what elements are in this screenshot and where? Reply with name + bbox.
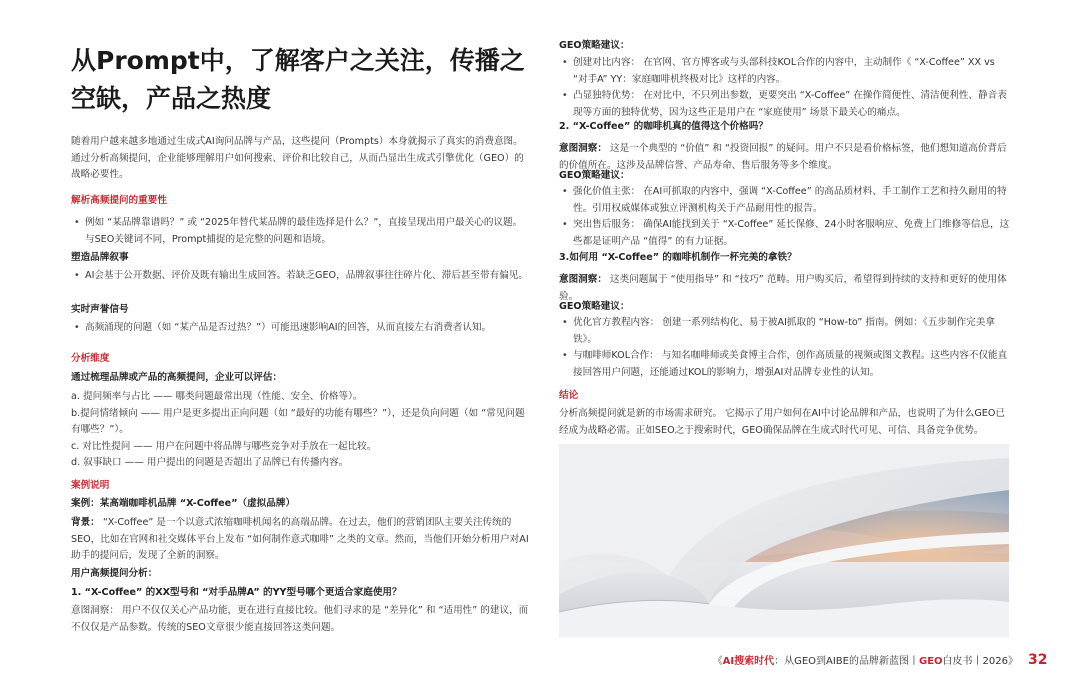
list-item: • 凸显独特优势： 在对比中，不只列出参数，更要突出 “X-Coffee” 在操作简便性、清洁便利性、静音表现等方面的独特优势，因为这些正是用户在 “家庭使用” 场景下最关心的痛点。	[559, 88, 1011, 121]
footer-highlight-1: AI搜索时代	[722, 656, 775, 667]
subheading-brand-narrative: 塑造品牌叙事	[71, 252, 129, 263]
insight-label: 意图洞察：	[559, 274, 607, 285]
intro-paragraph: 随着用户越来越多地通过生成式AI询问品牌与产品，这些提问（Prompts）本身就揭示了真实的消费意图。通过分析高频提问，企业能够理解用户如何搜索、评价和比较自己，从而凸显出生成式引擎优化（GEO）的战略必要性。	[71, 136, 524, 180]
case-background	[71, 515, 529, 565]
list-item: • AI会基于公开数据、评价及既有输出生成回答。若缺乏GEO，品牌叙事往往碎片化、滞后甚至带有偏见。	[71, 268, 529, 285]
prompts-label: 用户高频提问分析：	[71, 568, 158, 579]
insight-text: 这是一个典型的 “价值” 和 “投资回报” 的疑问。用户不只是看价格标签，他们想知道高价背后的价值所在。这涉及品牌信誉、产品寿命、售后服务等多个维度。	[559, 143, 1007, 171]
conclusion-paragraph: 分析高频提问就是新的市场需求研究。 它揭示了用户如何在AI中讨论品牌和产品，也说明了为什么GEO已经成为战略必需。正如SEO之于搜索时代，GEO确保品牌在生成式时代可见、可信、具备竞争优势。	[559, 408, 1006, 436]
footer-middle: ：从GEO到AIBE的品牌新蓝图丨	[774, 656, 919, 667]
list-item: • 突出售后服务： 确保AI能找到关于 “X-Coffee” 延长保修、24小时客服响应、免费上门维修等信息，这些都是证明产品 “值得” 的有力证据。	[559, 217, 1011, 250]
list-item: • 例如 “某品牌靠谱吗？” 或 “2025年替代某品牌的最佳选择是什么？”，直接呈现出用户最关心的议题。与SEO关键词不同，Prompt捕捉的是完整的问题和语境。	[71, 215, 529, 248]
insight-text: 这类问题属于 “使用指导” 和 “技巧” 范畴。用户购买后，希望得到持续的支持和更好的使用体验。	[559, 274, 1007, 302]
question-1: 1. “X-Coffee” 的XX型号和 “对手品牌A” 的YY型号哪个更适合家庭使用？	[71, 587, 402, 598]
list-item: a. 提问频率与占比 —— 哪类问题最常出现（性能、安全、价格等）。	[71, 391, 363, 402]
narrative-list	[71, 268, 529, 285]
list-item: • 创建对比内容： 在官网、官方博客或与头部科技KOL合作的内容中，主动制作《 “X-Coffee” XX vs “对手A” YY：家庭咖啡机终极对比》这样的内容。	[559, 55, 1011, 88]
geo-strategy-list-3	[559, 315, 1011, 381]
list-item: • 与咖啡师KOL合作： 与知名咖啡师或美食博主合作，创作高质量的视频或图文教程。这些内容不仅能直接回答用户问题，还能通过KOL的影响力，增强AI对品牌专业性的认知。	[559, 348, 1011, 381]
footer-prefix: 《	[712, 656, 723, 667]
architecture-illustration	[559, 444, 1009, 637]
section-heading-conclusion: 结论	[559, 390, 579, 401]
architecture-photo	[559, 444, 1009, 637]
background-label: 背景：	[71, 517, 100, 528]
reputation-list	[71, 320, 529, 337]
page-title: 从Prompt中，了解客户之关注，传播之空缺，产品之热度	[71, 46, 525, 113]
list-item: c. 对比性提问 —— 用户在问题中将品牌与哪些竞争对手放在一起比较。	[71, 440, 377, 452]
question-2: 2. “X-Coffee” 的咖啡机真的值得这个价格吗？	[559, 121, 768, 132]
section-heading-dimensions: 分析维度	[71, 353, 110, 364]
footer-book-title	[713, 655, 1018, 669]
geo-strategy-label-3: GEO策略建议：	[559, 301, 630, 312]
dimensions-lead: 通过梳理品牌或产品的高频提问，企业可以评估：	[71, 372, 283, 383]
list-item: • 强化价值主张： 在AI可抓取的内容中，强调 “X-Coffee” 的高品质材料、手工制作工艺和持久耐用的特性。引用权威媒体或独立评测机构关于产品耐用性的报告。	[559, 184, 1011, 217]
section-heading-importance: 解析高频提问的重要性	[71, 195, 167, 206]
section-heading-case: 案例说明	[71, 480, 110, 491]
list-item: • 优化官方教程内容： 创建一系列结构化、易于被AI抓取的 “How-to” 指南。例如：《五步制作完美拿铁》。	[559, 315, 1011, 348]
dimensions-list	[71, 389, 529, 472]
geo-strategy-list-2	[559, 184, 1011, 250]
question-3: 3.如何用 “X-Coffee” 的咖啡机制作一杯完美的拿铁？	[559, 252, 797, 263]
geo-strategy-list-1	[559, 55, 1011, 121]
page-number: 32	[1028, 652, 1048, 668]
footer-highlight-2: GEO	[919, 656, 943, 667]
question-1-insight: 意图洞察： 用户不仅仅关心产品功能，更在进行直接比较。他们寻求的是 “差异化” 和 “适用性” 的建议，而不仅仅是产品参数。传统的SEO文章很少能直接回答这类问题。	[71, 605, 529, 633]
insight-label: 意图洞察：	[559, 143, 607, 154]
subheading-reputation: 实时声誉信号	[71, 304, 129, 315]
geo-strategy-label-1: GEO策略建议：	[559, 40, 630, 51]
case-title: 案例：某高端咖啡机品牌 “X-Coffee”（虚拟品牌）	[71, 498, 296, 509]
list-item: d. 叙事缺口 —— 用户提出的问题是否超出了品牌已有传播内容。	[71, 457, 349, 468]
geo-strategy-label-2: GEO策略建议：	[559, 170, 630, 181]
footer-suffix: 白皮书丨2026》	[942, 656, 1018, 667]
background-text: “X-Coffee” 是一个以意式浓缩咖啡机闻名的高端品牌。在过去，他们的营销团队主要关注传统的SEO，比如在官网和社交媒体平台上发布 “如何制作意式咖啡” 之类的文章。然而，当他们开始分析用户对AI助手的提问后，发现了全新的洞察。	[71, 517, 529, 561]
list-item: b.提问情绪倾向 —— 用户是更多提出正向问题（如 “最好的功能有哪些？”），还是负向问题（如 “常见问题有哪些？”）。	[71, 407, 525, 435]
list-item: • 高频涌现的问题（如 “某产品是否过热？”）可能迅速影响AI的回答，从而直接左右消费者认知。	[71, 320, 529, 337]
importance-list	[71, 215, 529, 248]
